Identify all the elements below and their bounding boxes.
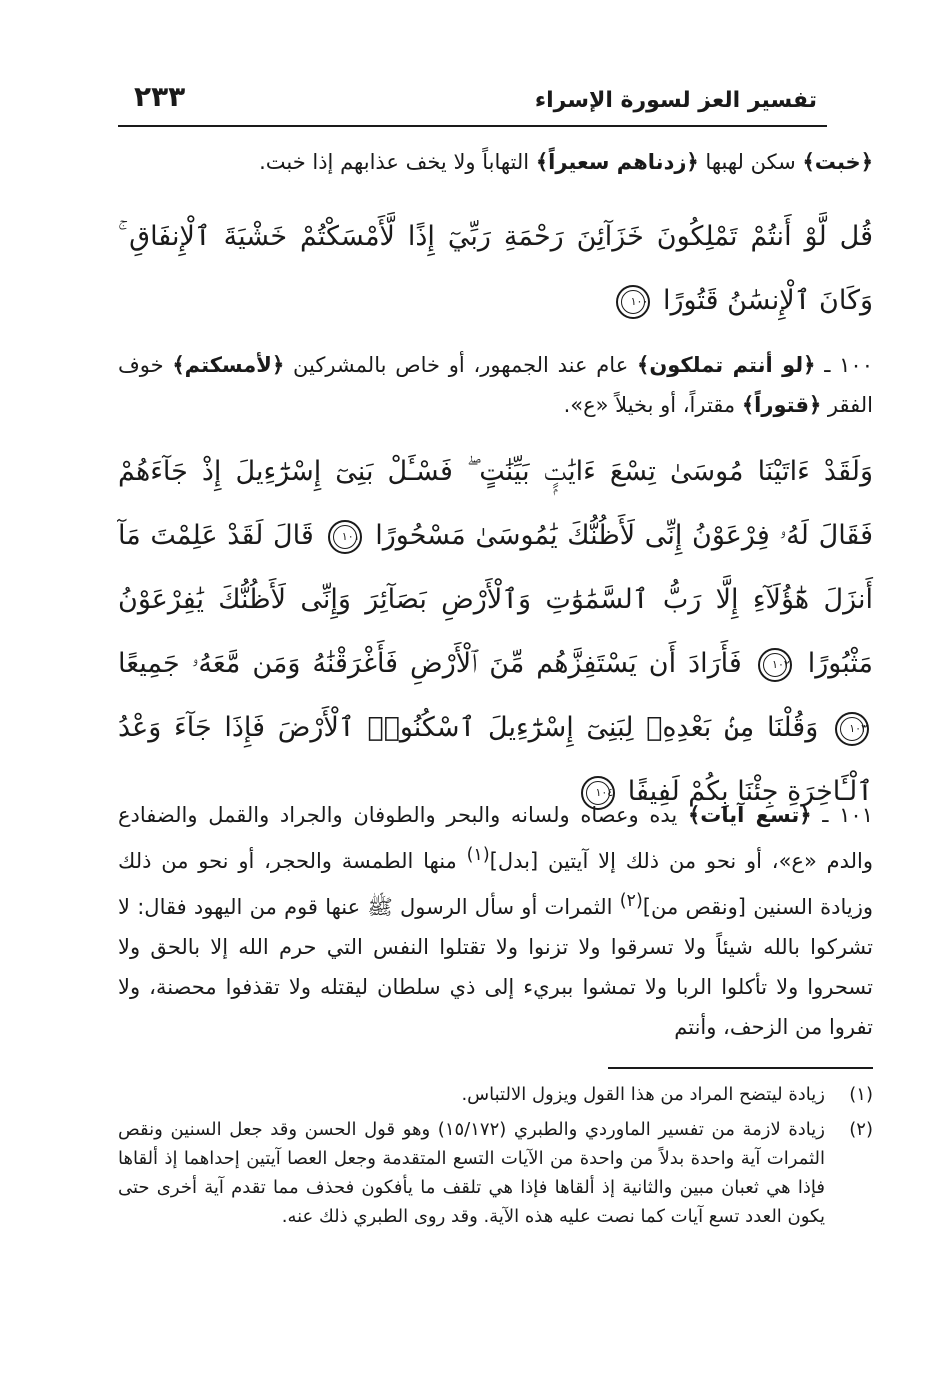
commentary-number: ١٠١ ـ [811, 803, 873, 827]
ayah-number-marker: ١٠١ [328, 520, 362, 554]
page-number: ٢٣٣ [134, 80, 186, 113]
verse-text: وَلَقَدْ ءَاتَيْنَا مُوسَىٰ تِسْعَ ءَايَٰتٍۭ بَيِّنَٰتٍ ۖ فَسْـَٔلْ بَنِىٓ إِسْرَٰٓءِيلَ إِذْ جَآءَهُمْ فَقَالَ لَهُۥ فِرْعَوْنُ إِنِّى لَأَظُنُّكَ يَٰمُوسَىٰ مَسْحُورًا [118, 456, 873, 551]
ayah-number-marker: ١٠٢ [758, 648, 792, 682]
footnote-text: زيادة ليتضح المراد من هذا القول ويزول الالتباس. [461, 1084, 825, 1105]
verse-text: فَأَرَادَ أَن يَسْتَفِزَّهُم مِّنَ ٱلْأَرْضِ فَأَغْرَقْنَٰهُ وَمَن مَّعَهُۥ جَمِيعًا [118, 648, 742, 679]
running-title: تفسير العز لسورة الإسراء [534, 88, 817, 113]
footnote-ref: (١) [466, 845, 490, 865]
commentary-paragraph-100 [118, 345, 873, 425]
ayah-number-marker: ١٠٠ [616, 285, 650, 319]
header-rule [118, 125, 827, 127]
quoted-term: ﴿قتوراً﴾ [741, 393, 822, 417]
footnotes [118, 1080, 873, 1237]
verse-text: وَقُلْنَا مِنۢ بَعْدِهِۦ لِبَنِىٓ إِسْرَٰٓءِيلَ ٱسْكُنُوا۟ ٱلْأَرْضَ فَإِذَا جَآءَ وَعْدُ ٱلْـَٔاخِرَةِ جِئْنَا بِكُمْ لَفِيفًا [118, 712, 873, 807]
verse-text: قَالَ لَقَدْ عَلِمْتَ مَآ أَنزَلَ هَٰٓؤُلَآءِ إِلَّا رَبُّ ٱلسَّمَٰوَٰتِ وَٱلْأَرْضِ بَصَآئِرَ وَإِنِّى لَأَظُنُّكَ يَٰفِرْعَوْنُ مَثْبُورًا [118, 520, 873, 679]
commentary-text: التهاباً ولا يخف عذابهم إذا خبت. [259, 150, 536, 174]
page-header [118, 78, 827, 124]
commentary-text: يده وعصاه ولسانه والبحر والطوفان والجراد والقمل والضفادع والدم «ع»، أو نحو من ذلك إلا آيتين [بدل] [118, 803, 873, 873]
ayah-number-marker: ١٠٣ [835, 712, 869, 746]
footnote-ref: (٢) [619, 891, 643, 911]
commentary-number: ١٠٠ ـ [815, 353, 873, 377]
commentary-text: الثمرات أو سأل الرسول ﷺ عنها قوم من اليهود فقال: لا تشركوا بالله شيئاً ولا تسرقوا ولا تزنوا ولا تقتلوا النفس التي حرم الله إلا بالحق ولا تسحروا ولا تأكلوا الربا ولا تمشوا ببريء إلى ذي سلطان ليقتله ولا تقذفوا محصنة، ولا تفروا من الزحف، وأنتم [118, 895, 873, 1039]
commentary-text: مقتراً، أو بخيلاً «ع». [563, 393, 742, 417]
quran-verse-100 [118, 205, 873, 333]
verse-text: قُل لَّوْ أَنتُمْ تَمْلِكُونَ خَزَآئِنَ رَحْمَةِ رَبِّيٓ إِذًا لَّأَمْسَكْتُمْ خَشْيَةَ ٱلْإِنفَاقِ ۚ وَكَانَ ٱلْإِنسَٰنُ قَتُورًا [118, 221, 873, 316]
footnote-text: زيادة لازمة من تفسير الماوردي والطبري (١٥/١٧٢) وهو قول الحسن وقد جعل السنين ونقص الثمرات آية واحدة بدلاً من واحدة من الآيات التسع المتقدمة وجعل العصا آيتين إحداهما إذ ألقاها فإذا هي ثعبان مبين والثانية إذ ألقاها فإذا هي تلقف ما يأفكون فحذف مما تقدم آية أخرى حتى يكون العدد تسع آيات كما نصت عليه هذه الآية. وقد روى الطبري ذلك عنه. [118, 1119, 825, 1227]
commentary-text: منها الطمسة والحجر، أو نحو من ذلك وزيادة السنين [ونقص من] [118, 849, 873, 919]
quran-verses-101-104 [118, 440, 873, 824]
commentary-paragraph-101 [118, 795, 873, 1047]
commentary-text: خوف الفقر [118, 353, 873, 417]
quoted-term: ﴿لأمسكتم﴾ [172, 353, 285, 377]
footnote-number: (٢) [849, 1119, 873, 1140]
footnote-rule [608, 1067, 873, 1069]
footnote-number: (١) [849, 1084, 873, 1105]
commentary-text: عام عند الجمهور، أو خاص بالمشركين [284, 353, 638, 377]
commentary-text: سكن لهبها [698, 150, 803, 174]
quoted-term: ﴿تسع آيات﴾ [687, 803, 812, 827]
commentary-paragraph-khabat [118, 142, 873, 182]
footnote-1 [118, 1080, 873, 1109]
ayah-number-marker: ١٠٤ [581, 776, 615, 810]
quoted-term: ﴿خبت﴾ [802, 150, 873, 174]
quoted-term: ﴿لو أنتم تملكون﴾ [637, 353, 816, 377]
quoted-term: ﴿زدناهم سعيراً﴾ [535, 150, 699, 174]
footnote-2 [118, 1115, 873, 1231]
